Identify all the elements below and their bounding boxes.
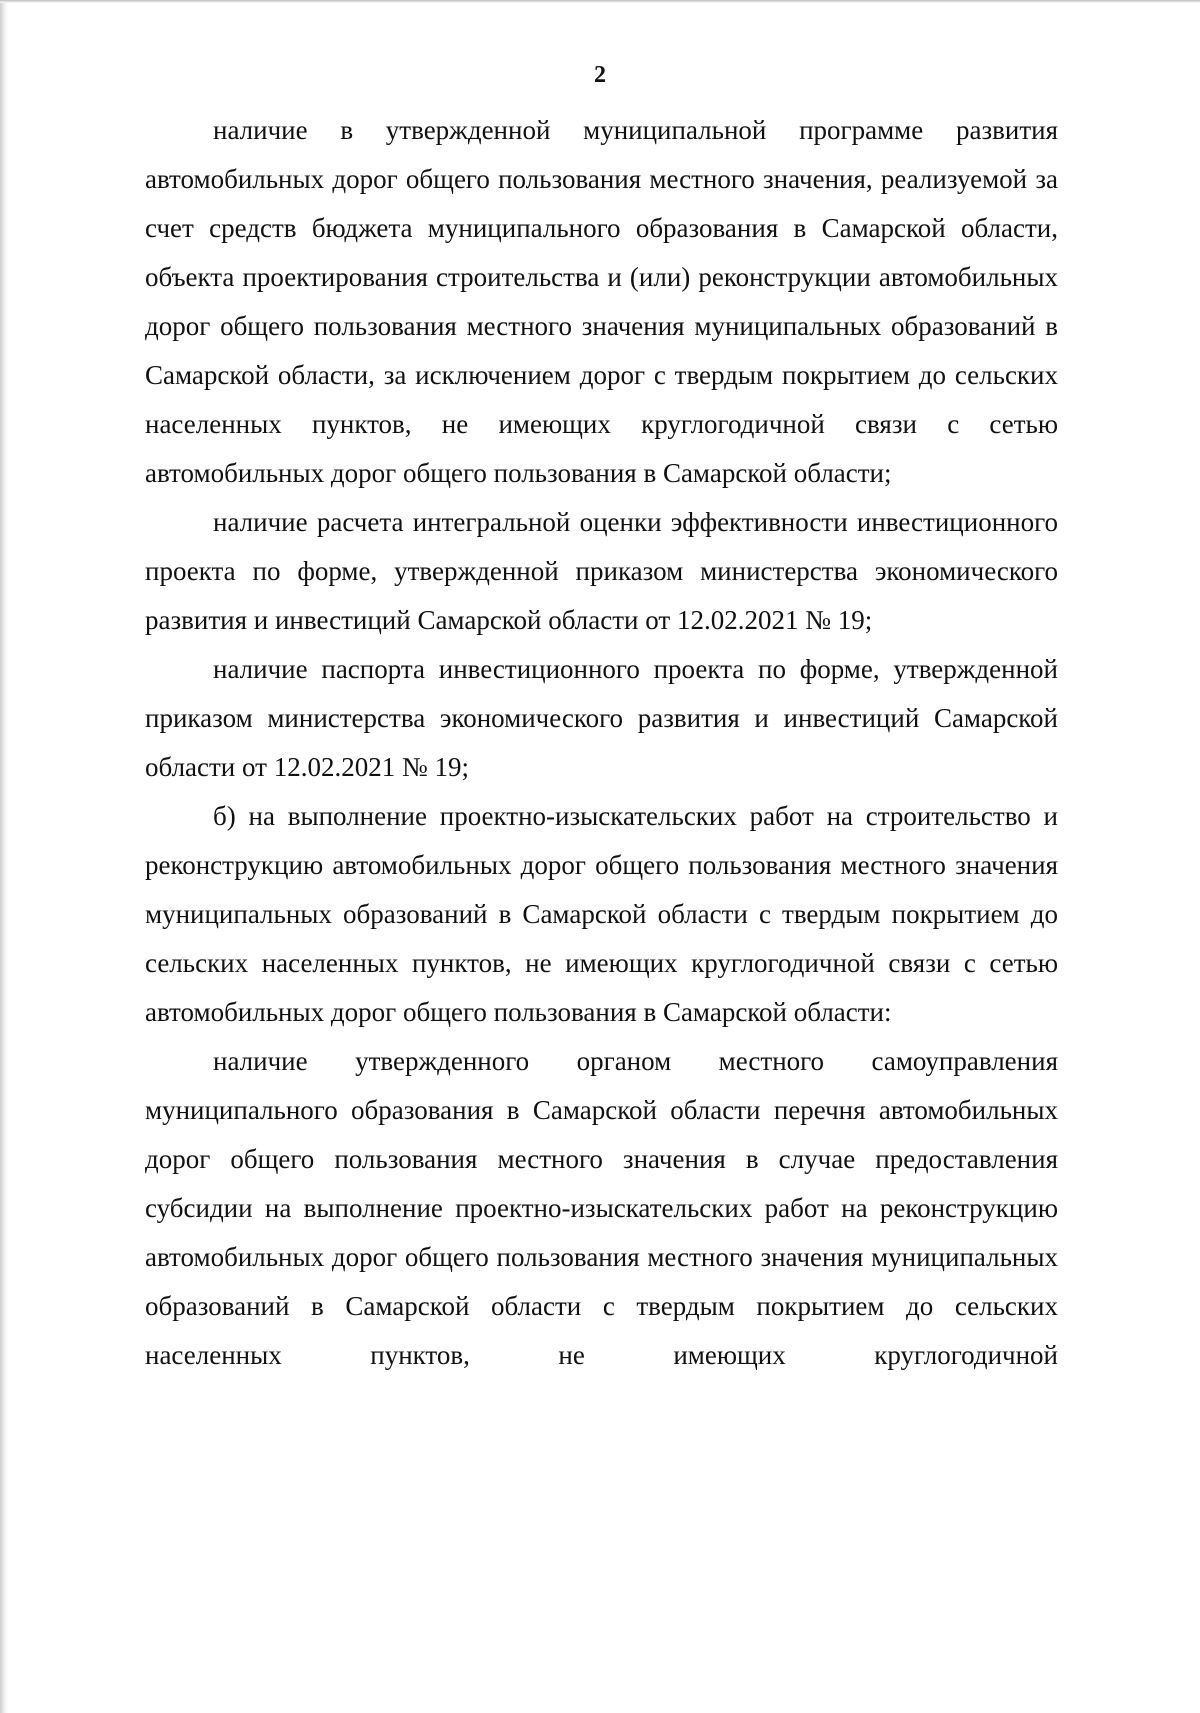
paragraph-efficiency-assessment: наличие расчета интегральной оценки эффективности инвестиционного проекта по форме, утвержденной приказом министерства экономического развития и инвестиций Самарской области от 12.02.2021 № 19; — [145, 507, 1058, 635]
scan-top-edge — [0, 0, 1200, 3]
document-body — [145, 106, 1058, 1380]
paragraph-project-passport: наличие паспорта инвестиционного проекта по форме, утвержденной приказом министерства экономического развития и инвестиций Самарской области от 12.02.2021 № 19; — [145, 654, 1058, 782]
paragraph-road-list-requirement: наличие утвержденного органом местного самоуправления муниципального образования в Самарской области перечня автомобильных дорог общего пользования местного значения в случае предоставления субсидии на выполнение проектно-изыскательских работ на реконструкцию автомобильных дорог общего пользования местного значения муниципальных образований в Самарской области с твердым покрытием до сельских населенных пунктов, не имеющих круглогодичной — [145, 1046, 1058, 1370]
page-number: 2 — [594, 62, 606, 88]
scan-edge-shadow — [0, 0, 8, 1713]
paragraph-program-requirement: наличие в утвержденной муниципальной программе развития автомобильных дорог общего пользования местного значения, реализуемой за счет средств бюджета муниципального образования в Самарской области, объекта проектирования строительства и (или) реконструкции автомобильных дорог общего пользования местного значения муниципальных образований в Самарской области, за исключением дорог с твердым покрытием до сельских населенных пунктов, не имеющих круглогодичной связи с сетью автомобильных дорог общего пользования в Самарской области; — [145, 115, 1058, 488]
paragraph-design-survey-works: б) на выполнение проектно-изыскательских работ на строительство и реконструкцию автомобильных дорог общего пользования местного значения муниципальных образований в Самарской области с твердым покрытием до сельских населенных пунктов, не имеющих круглогодичной связи с сетью автомобильных дорог общего пользования в Самарской области: — [145, 801, 1058, 1027]
